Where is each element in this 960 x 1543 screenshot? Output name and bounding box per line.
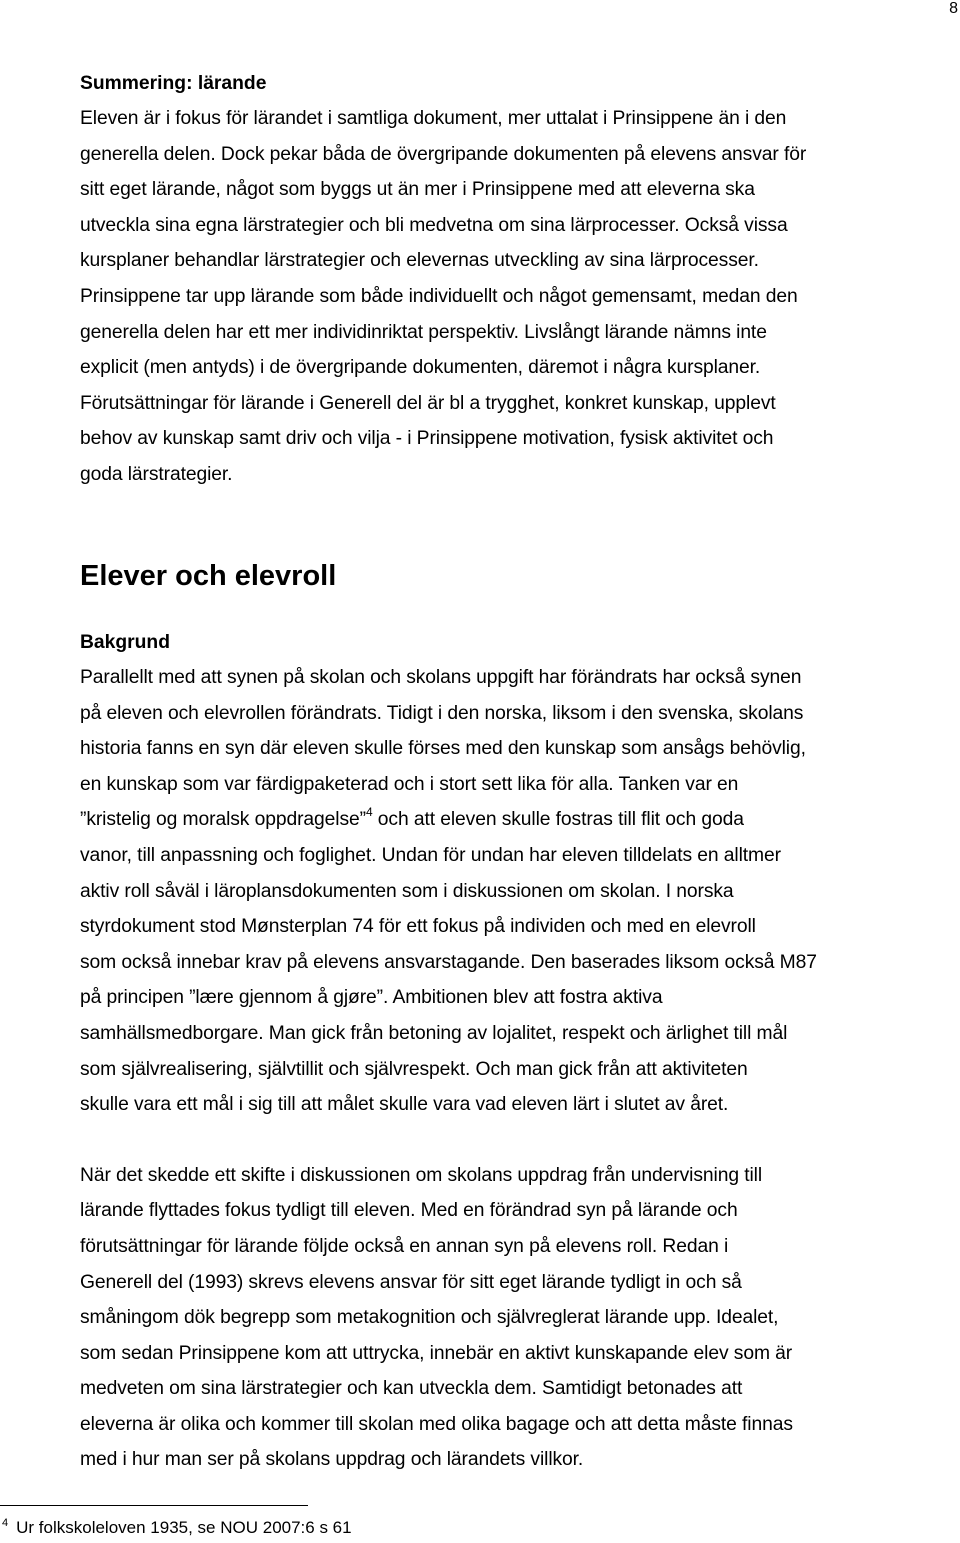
summary-line: Eleven är i fokus för lärandet i samtliga dokument, mer uttalat i Prinsippene än i den [80, 108, 787, 129]
footnote-reference[interactable]: 4 [365, 805, 373, 820]
paragraph-line: småningom dök begrepp som metakognition och självreglerat lärande upp. Idealet, [80, 1307, 779, 1329]
footnote-separator [0, 1505, 308, 1506]
summary-line: explicit (men antyds) i de övergripande dokumenten, däremot i några kursplaner. [80, 357, 761, 379]
background-subheading: Bakgrund [80, 632, 170, 653]
quoted-phrase: ”kristelig og moralsk oppdragelse” [80, 809, 366, 831]
background-section [80, 625, 960, 1478]
paragraph-line: När det skedde ett skifte i diskussionen om skolans uppdrag från undervisning till [80, 1164, 763, 1186]
summary-line: kursplaner behandlar lärstrategier och elevernas utveckling av sina lärprocesser. [80, 250, 759, 272]
background-paragraph-2 [80, 1158, 960, 1478]
page-number: 8 [949, 0, 958, 17]
paragraph-line: förutsättningar för lärande följde också en annan syn på elevens roll. Redan i [80, 1235, 729, 1257]
paragraph-line: Generell del (1993) skrevs elevens ansvar för sitt eget lärande tydligt in och så [80, 1271, 742, 1293]
footnote-number: 4 [2, 1517, 9, 1529]
paragraph-line: lärande flyttades fokus tydligt till eleven. Med en förändrad syn på lärande och [80, 1200, 738, 1222]
paragraph-line: som också innebar krav på elevens ansvarstagande. Den baserades liksom också M87 [80, 951, 817, 973]
paragraph-line: samhällsmedborgare. Man gick från betoning av lojalitet, respekt och ärlighet till mål [80, 1022, 788, 1044]
background-paragraph-1 [80, 660, 960, 1123]
summary-line: generella delen har ett mer individinriktat perspektiv. Livslångt lärande nämns inte [80, 321, 767, 343]
summary-paragraph [80, 101, 960, 493]
paragraph-line: med i hur man ser på skolans uppdrag och lärandets villkor. [80, 1449, 584, 1471]
section-title: Elever och elevroll [80, 560, 337, 592]
summary-line: generella delen. Dock pekar båda de övergripande dokumenten på elevens ansvar för [80, 143, 807, 165]
footnote-text: Ur folkskoleloven 1935, se NOU 2007:6 s 61 [16, 1518, 352, 1537]
summary-line: sitt eget lärande, något som byggs ut än mer i Prinsippene med att eleverna ska [80, 179, 755, 201]
paragraph-line: aktiv roll såväl i läroplansdokumenten som i diskussionen om skolan. I norska [80, 880, 734, 902]
summary-line: utveckla sina egna lärstrategier och bli medvetna om sina lärprocesser. Också vissa [80, 214, 788, 236]
summary-line: behov av kunskap samt driv och vilja - i Prinsippene motivation, fysisk aktivitet och [80, 428, 774, 450]
paragraph-line: på eleven och elevrollen förändrats. Tidigt i den norska, liksom i den svenska, skolans [80, 702, 804, 724]
paragraph-line: medveten om sina lärstrategier och kan utveckla dem. Samtidigt betonades att [80, 1378, 743, 1400]
paragraph-line: vanor, till anpassning och foglighet. Undan för undan har eleven tilldelats en alltmer [80, 844, 781, 866]
paragraph-line: styrdokument stod Mønsterplan 74 för ett fokus på individen och med en elevroll [80, 916, 756, 938]
paragraph-line: skulle vara ett mål i sig till att målet skulle vara vad eleven lärt i slutet av året. [80, 1094, 729, 1116]
paragraph-line: på principen ”lære gjennom å gjøre”. Ambitionen blev att fostra aktiva [80, 987, 663, 1009]
paragraph-spacer [80, 1123, 960, 1158]
paragraph-line: som självrealisering, självtillit och självrespekt. Och man gick från att aktiviteten [80, 1058, 748, 1080]
paragraph-line: som sedan Prinsippene kom att uttrycka, innebär en aktivt kunskapande elev som är [80, 1342, 793, 1364]
summary-section [80, 66, 960, 493]
paragraph-line: Parallellt med att synen på skolan och skolans uppgift har förändrats har också synen [80, 667, 802, 688]
summary-heading: Summering: lärande [80, 73, 267, 94]
summary-line: Prinsippene tar upp lärande som både individuellt och något gemensamt, medan den [80, 285, 798, 307]
paragraph-line-continuation: och att eleven skulle fostras till flit och goda [372, 809, 744, 831]
paragraph-line: eleverna är olika och kommer till skolan med olika bagage och att detta måste finnas [80, 1413, 793, 1435]
paragraph-line: en kunskap som var färdigpaketerad och i stort sett lika för alla. Tanken var en [80, 773, 739, 795]
paragraph-line: historia fanns en syn där eleven skulle förses med den kunskap som ansågs behövlig, [80, 738, 806, 760]
paragraph-line-with-footnote [80, 802, 960, 838]
summary-line: Förutsättningar för lärande i Generell del är bl a trygghet, konkret kunskap, upplevt [80, 392, 776, 414]
footnote [2, 1516, 352, 1540]
summary-line: goda lärstrategier. [80, 463, 233, 485]
